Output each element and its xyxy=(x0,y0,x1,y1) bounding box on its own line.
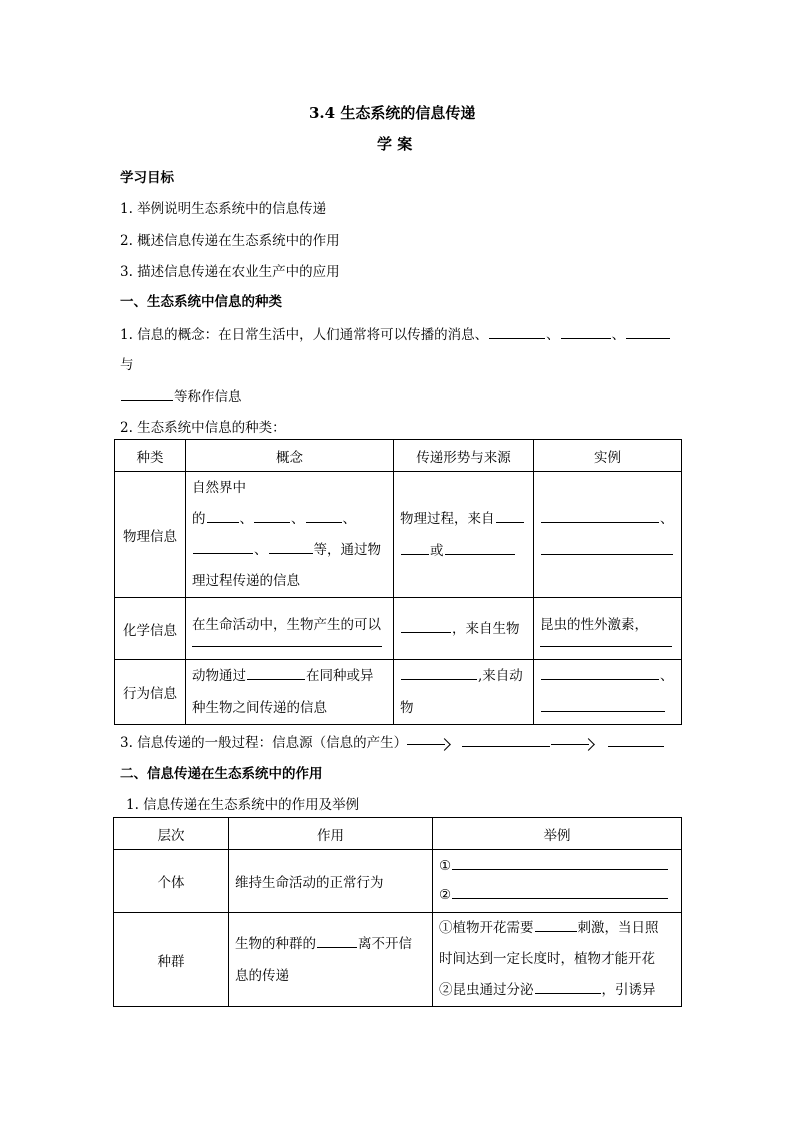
example-line xyxy=(540,503,675,535)
s2-q1-text: 1. 信息传递在生态系统中的作用及举例 xyxy=(126,797,360,813)
blank[interactable] xyxy=(121,399,173,401)
example-line xyxy=(540,535,675,567)
section1-heading: 一、生态系统中信息的种类 xyxy=(120,294,282,310)
table-row xyxy=(115,598,682,660)
example-line xyxy=(439,852,675,881)
blank[interactable] xyxy=(193,552,253,554)
page-title: 3.4 生态系统的信息传递 xyxy=(309,104,476,122)
blank[interactable] xyxy=(269,552,313,554)
source-cell xyxy=(394,472,534,598)
objective-item: 1. 举例说明生态系统中的信息传递 xyxy=(120,201,327,217)
blank[interactable] xyxy=(306,521,342,523)
blank[interactable] xyxy=(541,710,665,712)
example-text: ①植物开花需要 xyxy=(439,920,534,936)
source-line xyxy=(400,613,527,645)
header-cell: 作用 xyxy=(229,818,433,850)
source-text: ，来自生物 xyxy=(452,620,520,637)
blank[interactable] xyxy=(489,337,545,339)
header-cell: 种类 xyxy=(115,440,186,472)
header-cell: 实例 xyxy=(534,440,682,472)
blank[interactable] xyxy=(626,337,670,339)
q1-line2 xyxy=(120,385,242,405)
concept-cell xyxy=(186,472,394,598)
blank[interactable] xyxy=(496,521,524,523)
source-line: 物 xyxy=(400,700,414,716)
concept-line: 在生命活动中，生物产生的可以 xyxy=(192,616,381,633)
concept-line: 理过程传递的信息 xyxy=(192,572,300,589)
q1-tail: 等称作信息 xyxy=(174,389,242,405)
blank[interactable] xyxy=(541,521,659,523)
table-row xyxy=(115,660,682,725)
concept-sep: 、 xyxy=(254,541,268,558)
example-text: ，引诱异 xyxy=(601,982,656,998)
arrow-icon xyxy=(551,739,593,749)
q1-text: 1. 信息的概念：在日常生活中，人们通常将可以传播的消息、 xyxy=(120,327,489,343)
effect-text: 生物的种群的 xyxy=(235,935,316,952)
type-cell: 行为信息 xyxy=(115,660,186,725)
example-cell xyxy=(534,472,682,598)
q1-line xyxy=(120,323,671,343)
blank[interactable] xyxy=(535,930,577,932)
blank[interactable] xyxy=(247,678,305,680)
concept-sep: 、 xyxy=(239,510,253,527)
blank[interactable] xyxy=(541,553,673,555)
concept-line xyxy=(192,660,387,692)
table-row xyxy=(114,850,682,913)
source-cell xyxy=(394,660,534,725)
example-line xyxy=(540,660,675,692)
q3-line xyxy=(120,731,665,751)
example-text: ② xyxy=(439,887,452,903)
example-text: 刺激，当日照 xyxy=(577,920,659,936)
source-line xyxy=(400,535,527,567)
effect-line xyxy=(235,928,426,960)
concept-cell xyxy=(186,598,394,660)
concept-line: 种生物之间传递的信息 xyxy=(192,700,327,716)
example-text: ① xyxy=(439,858,452,874)
effect-cell xyxy=(229,913,433,1007)
blank[interactable] xyxy=(401,678,477,680)
blank[interactable] xyxy=(192,645,382,647)
blank[interactable] xyxy=(535,992,601,994)
section2-heading: 二、信息传递在生态系统中的作用 xyxy=(120,766,323,782)
concept-line xyxy=(192,535,387,566)
page-subtitle: 学 案 xyxy=(377,135,413,153)
concept-sep: 、 xyxy=(291,510,305,527)
source-text: ,来自动 xyxy=(478,668,523,684)
level-cell: 种群 xyxy=(114,913,229,1007)
q1-sep: 、 xyxy=(611,327,626,343)
concept-line: 自然界中 xyxy=(192,479,246,496)
effect-cell: 维持生命活动的正常行为 xyxy=(229,850,433,913)
example-cell xyxy=(433,850,682,913)
example-cell xyxy=(534,598,682,660)
concept-line xyxy=(192,504,387,535)
example-line xyxy=(439,881,675,910)
objective-item: 3. 描述信息传递在农业生产中的应用 xyxy=(120,264,340,280)
type-cell: 物理信息 xyxy=(115,472,186,598)
effect-line: 息的传递 xyxy=(235,967,289,984)
blank[interactable] xyxy=(401,553,429,555)
example-line: 昆虫的性外激素， xyxy=(540,616,648,633)
example-sep: 、 xyxy=(660,510,674,527)
header-cell: 概念 xyxy=(186,440,394,472)
level-cell: 个体 xyxy=(114,850,229,913)
blank[interactable] xyxy=(540,645,672,647)
q2-text: 2. 生态系统中信息的种类： xyxy=(120,420,286,436)
source-text: 或 xyxy=(430,542,444,559)
objective-item: 2. 概述信息传递在生态系统中的作用 xyxy=(120,233,340,249)
example-line xyxy=(540,692,675,724)
objectives-heading: 学习目标 xyxy=(120,170,174,186)
concept-text: 的 xyxy=(192,510,206,527)
table-row xyxy=(115,472,682,598)
blank[interactable] xyxy=(207,521,239,523)
table-header-row xyxy=(114,818,682,850)
effect-text: 离不开信 xyxy=(358,935,412,952)
table-header-row xyxy=(115,440,682,472)
blank[interactable] xyxy=(254,521,290,523)
blank[interactable] xyxy=(317,946,357,948)
source-cell xyxy=(394,598,534,660)
example-line: 时间达到一定长度时，植物才能开花 xyxy=(439,951,655,967)
concept-text: 动物通过 xyxy=(192,668,246,684)
blank[interactable] xyxy=(401,631,451,633)
blank[interactable] xyxy=(452,897,668,899)
blank[interactable] xyxy=(452,868,668,870)
concept-sep: 、 xyxy=(342,510,356,527)
header-cell: 层次 xyxy=(114,818,229,850)
blank[interactable] xyxy=(608,745,664,747)
blank[interactable] xyxy=(462,745,550,747)
concept-cell xyxy=(186,660,394,725)
info-types-table xyxy=(114,439,682,725)
source-line xyxy=(400,660,527,692)
example-cell xyxy=(534,660,682,725)
example-sep: 、 xyxy=(660,668,674,684)
table-row xyxy=(114,913,682,1007)
blank[interactable] xyxy=(541,678,659,680)
source-text: 物理过程，来自 xyxy=(400,510,495,527)
q3-text: 3. 信息传递的一般过程：信息源（信息的产生） xyxy=(120,735,408,751)
header-cell: 传递形势与来源 xyxy=(394,440,534,472)
source-line xyxy=(400,503,527,535)
q1-sep: 、 xyxy=(546,327,560,343)
example-cell xyxy=(433,913,682,1007)
concept-text: 在同种或异 xyxy=(306,668,374,684)
concept-text: 等，通过物 xyxy=(313,541,381,558)
arrow-icon xyxy=(407,739,449,749)
example-text: ②昆虫通过分泌 xyxy=(439,982,534,998)
info-role-table xyxy=(113,817,682,1007)
header-cell: 举例 xyxy=(433,818,682,850)
type-cell: 化学信息 xyxy=(115,598,186,660)
example-line xyxy=(439,975,675,1006)
blank[interactable] xyxy=(561,337,611,339)
blank[interactable] xyxy=(445,553,515,555)
example-line xyxy=(439,913,675,944)
q1-and: 与 xyxy=(120,357,134,373)
